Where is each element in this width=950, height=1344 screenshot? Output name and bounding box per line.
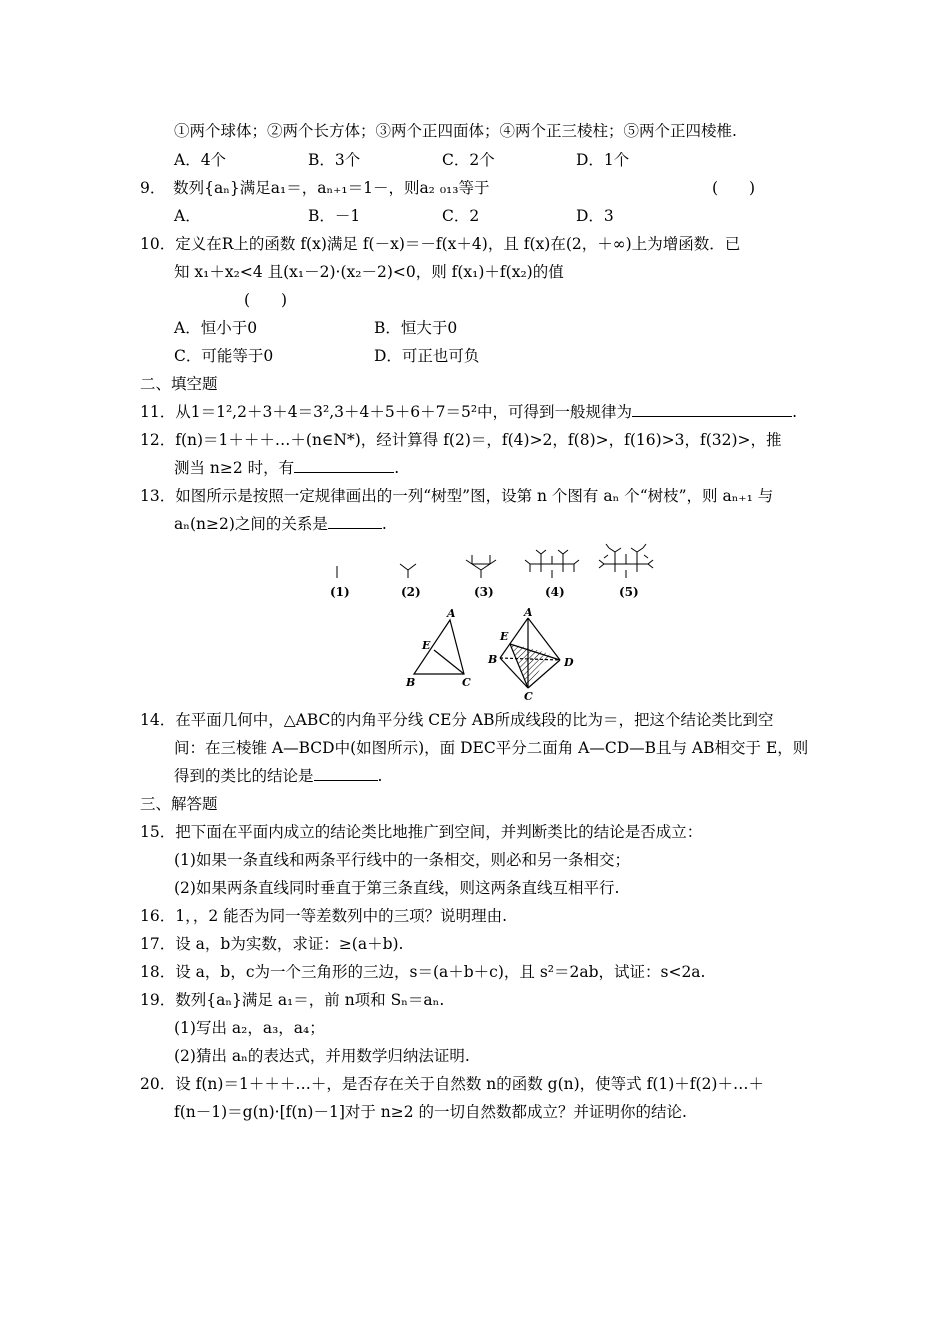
q16-text: 16．1，，2 能否为同一等差数列中的三项？说明理由.	[140, 907, 508, 925]
tree-label-1: (1)	[330, 585, 350, 599]
q10-option-b: B．恒大于0	[374, 319, 458, 337]
q10-option-c: C．可能等于0	[174, 347, 274, 365]
q14-line2: 间：在三棱锥 A—BCD中(如图所示)，面 DEC平分二面角 A—CD—B且与 AB相交于 E，则	[174, 739, 809, 757]
q9-option-a: A．	[174, 207, 201, 225]
tree-label-2: (2)	[401, 585, 421, 599]
section-fill-in-heading: 二、填空题	[140, 375, 218, 393]
tree-label-5: (5)	[619, 585, 639, 599]
q8-option-c: C．2个	[442, 151, 495, 169]
q13-period: .	[381, 515, 387, 533]
q14-line1: 14．在平面几何中，△ABC的内角平分线 CE分 AB所成线段的比为＝，把这个结论类比到空	[140, 711, 774, 729]
tree-label-3: (3)	[474, 585, 494, 599]
q10-answer-paren: ( )	[244, 291, 288, 309]
tri-label-b: B	[406, 676, 416, 689]
tree-figure-4	[525, 550, 579, 578]
q17-text: 17．设 a，b为实数，求证：≥(a＋b).	[140, 935, 404, 953]
q15-sub2: (2)如果两条直线同时垂直于第三条直线，则这两条直线互相平行.	[174, 879, 620, 897]
q14-line3: 得到的类比的结论是	[174, 767, 314, 785]
q9-option-b: B．－1	[308, 207, 361, 225]
q11-stem: 11．从1＝1²,2＋3＋4＝3²,3＋4＋5＋6＋7＝5²中，可得到一般规律为	[140, 403, 633, 421]
q13-line2: aₙ(n≥2)之间的关系是	[174, 515, 328, 533]
q11-answer-blank	[632, 402, 792, 417]
q10-line2: 知 x₁＋x₂<4 且(x₁－2)·(x₂－2)<0，则 f(x₁)＋f(x₂)的值	[174, 263, 564, 281]
q14-period: .	[377, 767, 383, 785]
tree-figure-5	[599, 544, 653, 578]
q18-text: 18．设 a，b，c为一个三角形的三边，s＝(a＋b＋c)，且 s²＝2ab，试证：s<2a.	[140, 963, 706, 981]
q9-answer-paren: ( )	[712, 179, 756, 197]
tree-figures	[320, 540, 660, 602]
tet-label-b: B	[488, 653, 498, 666]
q10-option-d: D．可正也可负	[374, 347, 480, 365]
q10-option-a: A．恒小于0	[174, 319, 258, 337]
q14-line3-wrap	[174, 766, 382, 786]
section-solve-heading: 三、解答题	[140, 795, 218, 813]
q10-line1: 10．定义在R上的函数 f(x)满足 f(－x)＝－f(x＋4)，且 f(x)在(2，＋∞)上为增函数．已	[140, 235, 741, 253]
q8-items: ①两个球体；②两个长方体；③两个正四面体；④两个正三棱柱；⑤两个正四棱椎.	[174, 122, 737, 140]
tet-label-e: E	[500, 630, 509, 643]
q8-option-a: A．4个	[174, 151, 227, 169]
q19-sub1: (1)写出 a₂，a₃，a₄；	[174, 1019, 325, 1037]
q15-line1: 15．把下面在平面内成立的结论类比地推广到空间，并判断类比的结论是否成立：	[140, 823, 703, 841]
tet-label-c: C	[524, 690, 533, 702]
q11-text	[140, 402, 797, 422]
q12-line2-wrap	[174, 458, 399, 478]
q8-option-b: B．3个	[308, 151, 361, 169]
q9-stem: 9． 数列{aₙ}满足a₁＝，aₙ₊₁＝1－，则a₂ ₀₁₃等于	[140, 179, 490, 197]
q19-line1: 19．数列{aₙ}满足 a₁＝，前 n项和 Sₙ＝aₙ.	[140, 991, 445, 1009]
q8-option-d: D．1个	[576, 151, 630, 169]
q12-period: .	[394, 459, 400, 477]
tri-label-a: A	[447, 607, 456, 620]
q13-line1: 13．如图所示是按照一定规律画出的一列“树型”图，设第 n 个图有 aₙ 个“树枝”，则 aₙ₊₁ 与	[140, 487, 774, 505]
tet-label-a: A	[524, 606, 533, 619]
tree-figure-2	[400, 564, 416, 578]
q20-line2: f(n－1)＝g(n)·[f(n)－1]对于 n≥2 的一切自然数都成立？并证明你的结论.	[174, 1103, 687, 1121]
q14-answer-blank	[314, 766, 378, 781]
tri-label-e: E	[422, 639, 431, 652]
q13-answer-blank	[328, 514, 382, 529]
q13-line2-wrap	[174, 514, 387, 534]
q11-period: .	[792, 403, 797, 421]
q15-sub1: (1)如果一条直线和两条平行线中的一条相交，则必和另一条相交；	[174, 851, 630, 869]
q9-option-d: D．3	[576, 207, 614, 225]
geometry-figures	[400, 606, 590, 702]
tree-figure-3	[466, 555, 496, 578]
tetrahedron-abcd	[500, 618, 560, 688]
q20-line1: 20．设 f(n)＝1＋＋＋…＋，是否存在关于自然数 n的函数 g(n)，使等式 f(1)＋f(2)＋…＋	[140, 1075, 764, 1093]
tree-label-4: (4)	[545, 585, 565, 599]
q12-line2: 测当 n≥2 时，有	[174, 459, 295, 477]
q12-answer-blank	[294, 458, 394, 473]
q12-line1: 12．f(n)＝1＋＋＋…＋(n∈N*)，经计算得 f(2)＝，f(4)>2，f(8)>，f(16)>3，f(32)>，推	[140, 431, 782, 449]
tri-label-c: C	[462, 676, 471, 689]
tet-label-d: D	[564, 656, 574, 669]
q9-option-c: C．2	[442, 207, 480, 225]
q19-sub2: (2)猜出 aₙ的表达式，并用数学归纳法证明.	[174, 1047, 470, 1065]
